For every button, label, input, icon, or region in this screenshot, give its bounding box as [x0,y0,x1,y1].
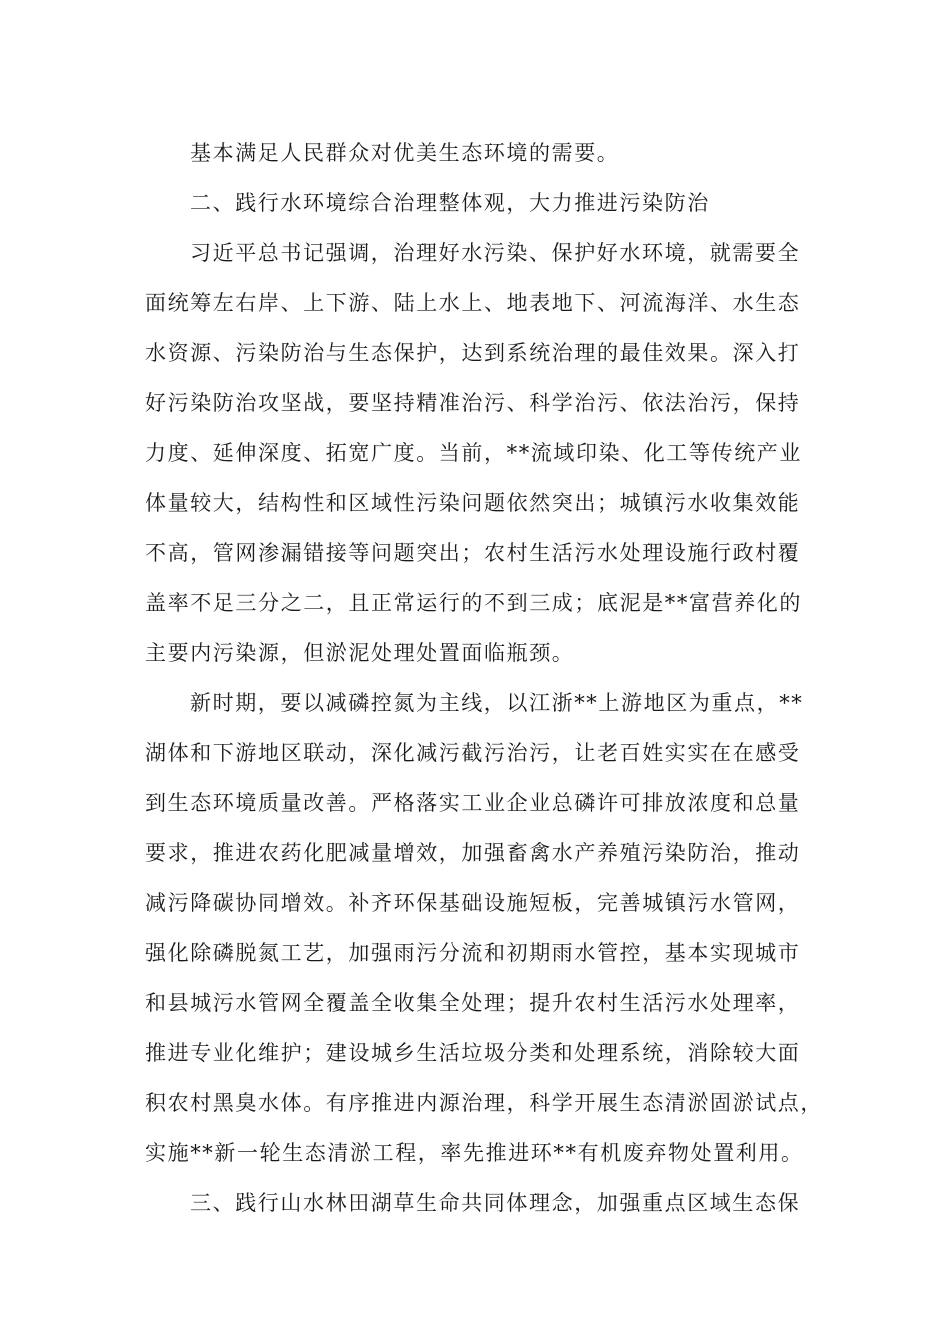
text-line: 实施**新一轮生态清淤工程，率先推进环**有机废弃物处置利用。 [145,1141,804,1165]
text-line: 盖率不足三分之二，且正常运行的不到三成；底泥是**富营养化的 [145,591,802,615]
text-line: 湖体和下游地区联动，深化减污截污治污，让老百姓实实在在感受 [145,741,801,765]
text-line: 不高，管网渗漏错接等问题突出；农村生活污水处理设施行政村覆 [145,541,801,565]
section-heading-3: 三、践行山水林田湖草生命共同体理念，加强重点区域生态保 [190,1191,801,1215]
text-line: 新时期，要以减磷控氮为主线，以江浙**上游地区为重点，** [190,691,804,715]
text-line: 好污染防治攻坚战，要坚持精准治污、科学治污、依法治污，保持 [145,391,801,415]
text-line: 推进专业化维护；建设城乡生活垃圾分类和处理系统，消除较大面 [145,1041,801,1065]
section-heading-2: 二、践行水环境综合治理整体观，大力推进污染防治 [190,191,710,215]
text-line: 积农村黑臭水体。有序推进内源治理，科学开展生态清淤固淤试点， [145,1091,823,1115]
text-line: 要求，推进农药化肥减量增效，加强畜禽水产养殖污染防治，推动 [145,841,801,865]
text-line: 水资源、污染防治与生态保护，达到系统治理的最佳效果。深入打 [145,341,801,365]
text-line: 面统筹左右岸、上下游、陆上水上、地表地下、河流海洋、水生态 [145,291,801,315]
text-line: 减污降碳协同增效。补齐环保基础设施短板，完善城镇污水管网， [145,891,801,915]
text-line: 体量较大，结构性和区域性污染问题依然突出；城镇污水收集效能 [145,491,801,515]
text-line: 强化除磷脱氮工艺，加强雨污分流和初期雨水管控，基本实现城市 [145,941,801,965]
text-line: 到生态环境质量改善。严格落实工业企业总磷许可排放浓度和总量 [145,791,801,815]
text-line: 和县城污水管网全覆盖全收集全处理；提升农村生活污水处理率， [145,991,801,1015]
text-line: 主要内污染源，但淤泥处理处置面临瓶颈。 [145,641,575,665]
text-line: 力度、延伸深度、拓宽广度。当前，**流域印染、化工等传统产业 [145,441,802,465]
text-line: 习近平总书记强调，治理好水污染、保护好水环境，就需要全 [190,241,801,265]
text-line: 基本满足人民群众对优美生态环境的需要。 [190,141,620,165]
